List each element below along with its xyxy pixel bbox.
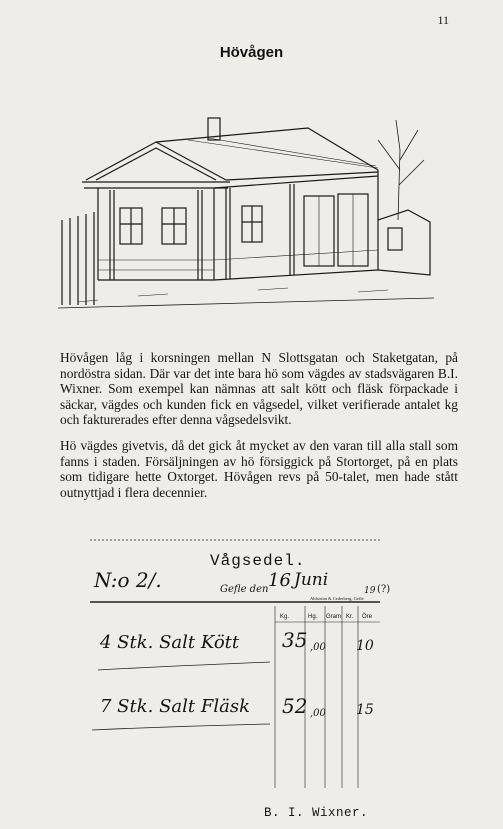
building-illustration — [58, 110, 438, 315]
receipt-place: Gefle den — [220, 584, 269, 595]
receipt-year: 19 — [364, 586, 376, 596]
receipt-row-kg: 35 — [282, 628, 308, 652]
weighing-receipt — [80, 538, 400, 828]
receipt-signature: B. I. Wixner. — [264, 806, 369, 820]
column-header-gram: Gram — [326, 614, 341, 620]
column-header-ore: Öre — [362, 614, 373, 620]
page-title: Hövågen — [219, 44, 284, 61]
receipt-row-ore: 10 — [356, 638, 374, 654]
receipt-year-suffix: (?) — [377, 584, 391, 595]
receipt-row-ore: 15 — [356, 702, 374, 718]
paragraph-hay-trade: Hö vägdes givetvis, då det gick åt mycket av den varan till alla stall som fanns i staden. Försäljningen av hö försiggick på Stortorget, på en plats som tidigare hette Oxtorget. Hövågen revs på 50-talet, men hade stått outnyttjad i flera decennier. — [60, 438, 458, 500]
receipt-number: N:o 2/. — [94, 568, 162, 592]
receipt-date-month: Juni — [294, 570, 329, 590]
page-number: 11 — [437, 13, 449, 27]
receipt-row-kg: 52 — [282, 694, 308, 718]
receipt-printer: Ahlström & Cederberg, Gefle — [310, 596, 364, 601]
receipt-row-hg: ,00 — [310, 708, 326, 719]
receipt-row-item: 7 Stk. Salt Fläsk — [100, 696, 250, 717]
receipt-row-hg: ,00 — [310, 642, 326, 653]
paragraph-history: Hövågen låg i korsningen mellan N Slottsgatan och Staketgatan, på nordöstra sidan. Där var det inte bara hö som vägdes av stadsvägaren B.I. Wixner. Som exempel kan nämnas att salt kött och fläsk förpackade i säckar, vägdes och kunden fick en vågsedel, vilket verifierade antalet kg och fakturerades efter denna vågsedelsvikt. — [60, 350, 458, 428]
column-header-hg: Hg. — [308, 614, 318, 620]
column-header-kr: Kr. — [346, 614, 354, 620]
receipt-row-item: 4 Stk. Salt Kött — [100, 632, 240, 653]
column-header-kg: Kg. — [280, 614, 290, 620]
receipt-date-day: 16 — [268, 570, 291, 591]
receipt-title: Vågsedel. — [210, 552, 306, 570]
